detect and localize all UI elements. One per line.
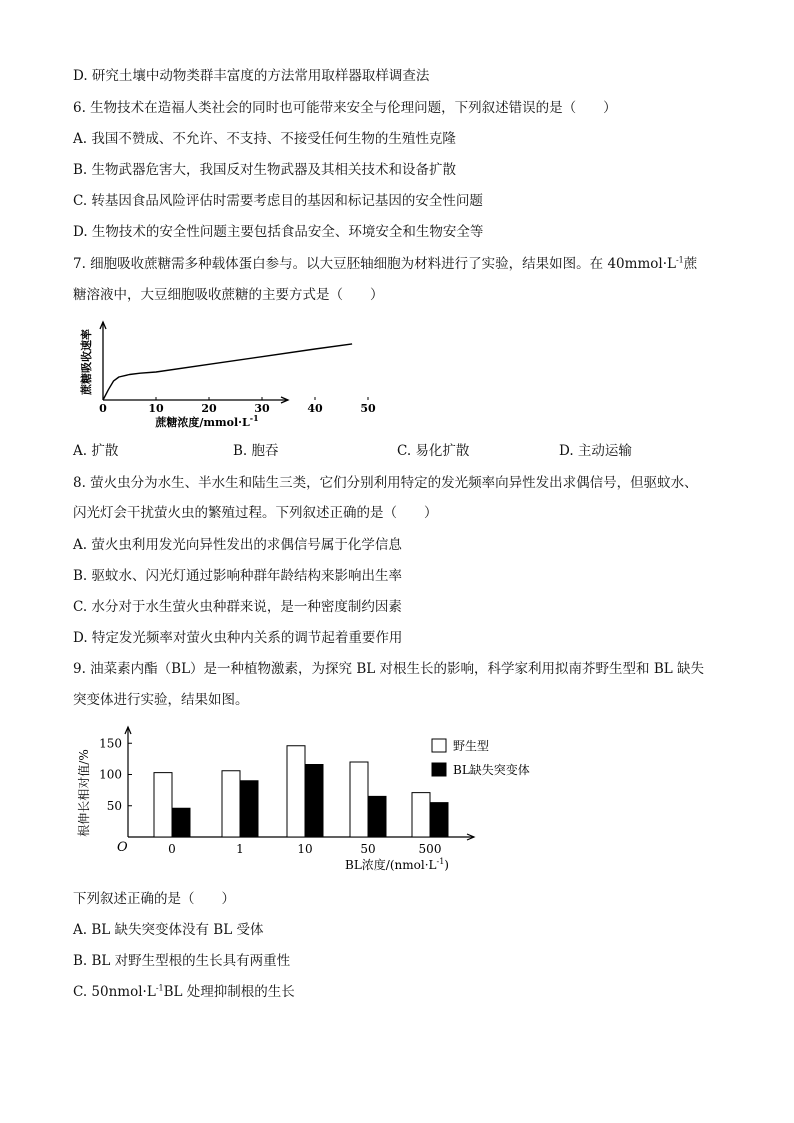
q7-stem-line2: 糖溶液中，大豆细胞吸收蔗糖的主要方式是（ ） [73,287,384,303]
q7-stem-text-end: 蔗 [683,256,698,272]
q7-stem-line1 [73,255,697,273]
q8-stem-line2: 闪光灯会干扰萤火虫的繁殖过程。下列叙述正确的是（ ） [73,505,438,521]
q8-option-c: C. 水分对于水生萤火虫种群来说，是一种密度制约因素 [73,599,402,615]
root-chart-y-tick-label: 150 [99,736,122,751]
q9-ask: 下列叙述正确的是（ ） [73,891,235,907]
q5-option-d: D. 研究土壤中动物类群丰富度的方法常用取样器取样调查法 [73,68,430,84]
sucrose-chart-xlabel-text: 蔗糖浓度/mmol·L [155,416,250,429]
q9-option-c-text-end: BL 处理抑制根的生长 [163,984,295,1000]
root-chart-xlabel-close: ) [444,858,449,872]
bar-bl-mutant [172,808,190,837]
sucrose-chart-x-tick-label: 0 [99,402,107,415]
sucrose-uptake-chart [70,318,376,434]
sucrose-chart-xlabel [155,413,258,429]
bar-wild-type [287,746,305,837]
root-chart-ylabel: 根伸长相对值/% [77,749,91,837]
root-chart-x-tick-label: 1 [236,842,244,856]
root-chart-origin: O [117,840,128,855]
sucrose-chart-plot [99,322,376,415]
q8-option-b: B. 驱蚊水、闪光灯通过影响种群年龄结构来影响出生率 [73,568,403,584]
root-chart-x-tick-label: 500 [418,842,442,856]
q9-option-b: B. BL 对野生型根的生长具有两重性 [73,953,291,969]
sucrose-chart-x-tick-label: 50 [360,402,376,415]
q9-option-c-exponent: -1 [155,983,164,993]
q7-option-d: D. 主动运输 [559,443,632,459]
root-chart-x-tick-label: 0 [168,842,176,856]
q7-option-c: C. 易化扩散 [397,443,470,459]
q6-option-c: C. 转基因食品风险评估时需要考虑目的基因和标记基因的安全性问题 [73,193,483,209]
sucrose-chart-x-tick-label: 20 [201,402,217,415]
root-chart-y-tick-label: 100 [99,767,122,782]
root-chart-plot [99,727,530,856]
q7-option-b: B. 胞吞 [233,443,279,459]
bar-bl-mutant [240,781,258,837]
q8-stem-line1: 8. 萤火虫分为水生、半水生和陆生三类，它们分别利用特定的发光频率向异性发出求偶信号，但驱蚊水、 [73,475,698,491]
q6-option-a: A. 我国不赞成、不允许、不支持、不接受任何生物的生殖性克隆 [73,131,456,147]
q8-option-a: A. 萤火虫利用发光向异性发出的求偶信号属于化学信息 [73,537,402,553]
root-chart-x-tick-label: 10 [297,842,313,856]
q6-option-b: B. 生物武器危害大，我国反对生物武器及其相关技术和设备扩散 [73,162,457,178]
bar-wild-type [154,773,172,837]
q9-stem-line1: 9. 油菜素内酯（BL）是一种植物激素，为探究 BL 对根生长的影响，科学家利用拟南芥野生型和 BL 缺失 [73,661,704,677]
bar-bl-mutant [430,803,448,837]
root-chart-y-tick-label: 50 [106,798,122,813]
sucrose-uptake-curve [103,344,352,400]
q7-stem-unit-exponent: -1 [675,255,684,265]
bar-wild-type [350,762,368,837]
q9-option-a: A. BL 缺失突变体没有 BL 受体 [73,922,264,938]
q9-option-c-text: C. 50nmol·L [73,984,156,1000]
sucrose-chart-xlabel-exponent: -1 [249,413,259,423]
q9-stem-line2: 突变体进行实验，结果如图。 [73,692,249,708]
q8-option-d: D. 特定发光频率对萤火虫种内关系的调节起着重要作用 [73,630,403,646]
root-chart-xlabel-exponent: -1 [436,857,445,866]
legend-label-wild-type: 野生型 [453,739,490,753]
root-elongation-chart [72,725,562,875]
q7-option-a: A. 扩散 [73,443,119,459]
bar-wild-type [222,771,240,837]
q7-stem-text: 7. 细胞吸收蔗糖需多种载体蛋白参与。以大豆胚轴细胞为材料进行了实验，结果如图。在 40mmol·L [73,256,676,272]
q6-option-d: D. 生物技术的安全性问题主要包括食品安全、环境安全和生物安全等 [73,224,484,240]
bar-bl-mutant [368,796,386,837]
root-chart-x-tick-label: 50 [360,842,376,856]
q6-stem: 6. 生物技术在造福人类社会的同时也可能带来安全与伦理问题，下列叙述错误的是（ ） [73,100,617,116]
q9-option-c [73,983,295,1001]
sucrose-chart-x-tick-label: 40 [307,402,323,415]
root-chart-xlabel-text: BL浓度/(nmol·L [345,858,437,872]
legend-swatch-wild-type [432,739,446,752]
root-chart-xlabel [345,857,449,872]
q7-options [73,442,753,460]
bar-bl-mutant [305,765,323,838]
sucrose-chart-x-tick-label: 10 [148,402,164,415]
legend-swatch-bl-mutant [432,763,446,776]
sucrose-chart-x-tick-label: 30 [254,402,270,415]
bar-wild-type [412,793,430,837]
legend-label-bl-mutant: BL缺失突变体 [453,763,530,777]
sucrose-chart-ylabel: 蔗糖吸收速率 [80,329,93,395]
